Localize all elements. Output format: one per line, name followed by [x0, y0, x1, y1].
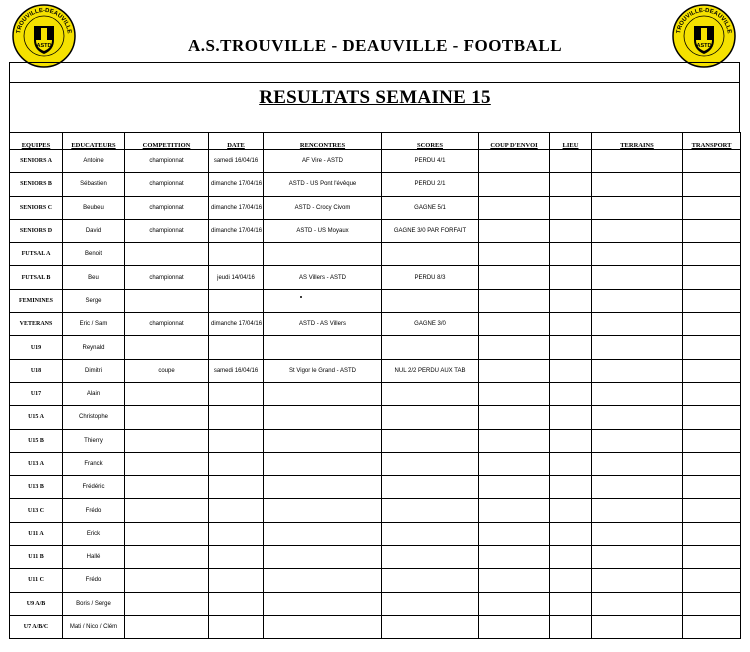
empty-cell — [550, 266, 592, 289]
results-table — [9, 132, 741, 639]
empty-cell — [479, 592, 550, 615]
table-row — [10, 289, 741, 312]
empty-cell — [479, 569, 550, 592]
match-cell — [264, 382, 382, 405]
team-cell: FUTSAL B — [10, 266, 63, 289]
team-cell: U15 B — [10, 429, 63, 452]
column-header: EDUCATEURS — [63, 133, 125, 150]
match-cell — [264, 476, 382, 499]
table-row — [10, 476, 741, 499]
competition-cell: championnat — [125, 173, 209, 196]
table-row — [10, 219, 741, 242]
score-cell — [382, 289, 479, 312]
empty-cell — [479, 289, 550, 312]
table-row — [10, 406, 741, 429]
empty-cell — [479, 499, 550, 522]
competition-cell — [125, 429, 209, 452]
match-cell — [264, 429, 382, 452]
empty-cell — [479, 522, 550, 545]
competition-cell — [125, 569, 209, 592]
score-cell — [382, 546, 479, 569]
team-cell: U9 A/B — [10, 592, 63, 615]
empty-cell — [592, 615, 683, 638]
team-cell: SENIORS C — [10, 196, 63, 219]
empty-cell — [683, 592, 741, 615]
coach-cell: Dimitri — [63, 359, 125, 382]
team-cell: U17 — [10, 382, 63, 405]
empty-cell — [550, 359, 592, 382]
empty-cell — [479, 406, 550, 429]
empty-cell — [479, 615, 550, 638]
date-cell — [209, 243, 264, 266]
coach-cell: Eric / Sam — [63, 313, 125, 336]
match-cell — [264, 615, 382, 638]
empty-cell — [479, 219, 550, 242]
competition-cell: championnat — [125, 150, 209, 173]
empty-cell — [683, 429, 741, 452]
empty-cell — [592, 592, 683, 615]
match-cell: AF Vire - ASTD — [264, 150, 382, 173]
table-row — [10, 592, 741, 615]
date-cell — [209, 569, 264, 592]
team-cell: U11 C — [10, 569, 63, 592]
column-header: RENCONTRES — [264, 133, 382, 150]
empty-cell — [479, 173, 550, 196]
match-cell — [264, 336, 382, 359]
empty-cell — [550, 313, 592, 336]
coach-cell: Beu — [63, 266, 125, 289]
date-cell: dimanche 17/04/16 — [209, 173, 264, 196]
column-header: SCORES — [382, 133, 479, 150]
empty-cell — [683, 476, 741, 499]
empty-cell — [592, 359, 683, 382]
score-cell — [382, 499, 479, 522]
match-cell — [264, 546, 382, 569]
empty-cell — [550, 382, 592, 405]
table-row — [10, 243, 741, 266]
empty-cell — [479, 266, 550, 289]
date-cell: samedi 16/04/16 — [209, 359, 264, 382]
match-cell: AS Villers - ASTD — [264, 266, 382, 289]
competition-cell: championnat — [125, 219, 209, 242]
coach-cell: Beubeu — [63, 196, 125, 219]
date-cell: dimanche 17/04/16 — [209, 196, 264, 219]
empty-cell — [479, 546, 550, 569]
match-cell — [264, 406, 382, 429]
score-cell — [382, 592, 479, 615]
table-row — [10, 569, 741, 592]
coach-cell: Frédéric — [63, 476, 125, 499]
empty-cell — [683, 173, 741, 196]
coach-cell: Frédo — [63, 569, 125, 592]
empty-cell — [550, 499, 592, 522]
competition-cell: championnat — [125, 313, 209, 336]
score-cell: GAGNE 3/0 — [382, 313, 479, 336]
column-header: TRANSPORT — [683, 133, 741, 150]
coach-cell: Sébastien — [63, 173, 125, 196]
empty-cell — [550, 476, 592, 499]
match-cell — [264, 569, 382, 592]
coach-cell: Mati / Nico / Clém — [63, 615, 125, 638]
date-cell — [209, 546, 264, 569]
date-cell — [209, 289, 264, 312]
date-cell — [209, 429, 264, 452]
team-cell: VETERANS — [10, 313, 63, 336]
table-row — [10, 359, 741, 382]
empty-cell — [592, 499, 683, 522]
date-cell — [209, 615, 264, 638]
empty-cell — [683, 569, 741, 592]
competition-cell — [125, 243, 209, 266]
empty-cell — [550, 289, 592, 312]
empty-cell — [592, 219, 683, 242]
match-cell — [264, 592, 382, 615]
column-header: COMPETITION — [125, 133, 209, 150]
empty-cell — [683, 289, 741, 312]
empty-cell — [592, 406, 683, 429]
competition-cell: championnat — [125, 266, 209, 289]
empty-cell — [479, 359, 550, 382]
empty-cell — [550, 546, 592, 569]
date-cell — [209, 499, 264, 522]
coach-cell: Christophe — [63, 406, 125, 429]
score-cell: PERDU 2/1 — [382, 173, 479, 196]
header-blank-row — [9, 62, 740, 83]
score-cell: GAGNE 5/1 — [382, 196, 479, 219]
competition-cell — [125, 289, 209, 312]
score-cell — [382, 382, 479, 405]
empty-cell — [479, 336, 550, 359]
table-row — [10, 546, 741, 569]
competition-cell — [125, 546, 209, 569]
club-logo-left — [12, 4, 76, 68]
empty-cell — [683, 546, 741, 569]
score-cell: PERDU 4/1 — [382, 150, 479, 173]
match-cell — [264, 243, 382, 266]
empty-cell — [550, 150, 592, 173]
team-cell: U11 A — [10, 522, 63, 545]
competition-cell: championnat — [125, 196, 209, 219]
column-header: TERRAINS — [592, 133, 683, 150]
competition-cell — [125, 499, 209, 522]
empty-cell — [479, 150, 550, 173]
logo-badge-right: ASTD — [696, 43, 712, 49]
empty-cell — [592, 452, 683, 475]
coach-cell: Benoit — [63, 243, 125, 266]
competition-cell: coupe — [125, 359, 209, 382]
column-header: LIEU — [550, 133, 592, 150]
empty-cell — [592, 429, 683, 452]
coach-cell: Reynald — [63, 336, 125, 359]
empty-cell — [550, 196, 592, 219]
empty-cell — [550, 219, 592, 242]
score-cell — [382, 243, 479, 266]
table-row — [10, 522, 741, 545]
empty-cell — [683, 150, 741, 173]
empty-cell — [550, 615, 592, 638]
empty-cell — [683, 452, 741, 475]
date-cell — [209, 452, 264, 475]
table-row — [10, 429, 741, 452]
empty-cell — [479, 243, 550, 266]
empty-cell — [683, 522, 741, 545]
competition-cell — [125, 406, 209, 429]
team-cell: U13 C — [10, 499, 63, 522]
team-cell: FEMININES — [10, 289, 63, 312]
date-cell: jeudi 14/04/16 — [209, 266, 264, 289]
coach-cell: Franck — [63, 452, 125, 475]
match-cell: St Vigor le Grand - ASTD — [264, 359, 382, 382]
empty-cell — [592, 150, 683, 173]
club-logo-right — [672, 4, 736, 68]
empty-cell — [592, 266, 683, 289]
empty-cell — [479, 196, 550, 219]
table-row — [10, 313, 741, 336]
empty-cell — [683, 615, 741, 638]
team-cell: SENIORS B — [10, 173, 63, 196]
score-cell — [382, 476, 479, 499]
score-cell — [382, 569, 479, 592]
coach-cell: Hallé — [63, 546, 125, 569]
empty-cell — [479, 382, 550, 405]
score-cell — [382, 615, 479, 638]
empty-cell — [592, 173, 683, 196]
page-subtitle: RESULTATS SEMAINE 15 — [259, 87, 491, 108]
table-row — [10, 615, 741, 638]
logo-text-right: TROUVILLE-DEAUVILLE — [676, 7, 732, 35]
coach-cell: Antoine — [63, 150, 125, 173]
empty-cell — [683, 219, 741, 242]
date-cell — [209, 336, 264, 359]
logo-badge-left: ASTD — [36, 43, 52, 49]
competition-cell — [125, 476, 209, 499]
coach-cell: Boris / Serge — [63, 592, 125, 615]
date-cell — [209, 476, 264, 499]
empty-cell — [550, 406, 592, 429]
coach-cell: David — [63, 219, 125, 242]
match-cell: ASTD - Crocy Civom — [264, 196, 382, 219]
stray-dot — [300, 296, 302, 298]
column-header: COUP D'ENVOI — [479, 133, 550, 150]
table-header-row — [10, 133, 741, 150]
score-cell — [382, 429, 479, 452]
empty-cell — [592, 569, 683, 592]
team-cell: SENIORS A — [10, 150, 63, 173]
match-cell — [264, 522, 382, 545]
table-row — [10, 499, 741, 522]
empty-cell — [550, 592, 592, 615]
table-row — [10, 266, 741, 289]
table-row — [10, 196, 741, 219]
empty-cell — [550, 452, 592, 475]
match-cell: ASTD - AS Villers — [264, 313, 382, 336]
empty-cell — [592, 382, 683, 405]
team-cell: U13 A — [10, 452, 63, 475]
match-cell — [264, 289, 382, 312]
date-cell — [209, 522, 264, 545]
date-cell — [209, 382, 264, 405]
score-cell — [382, 452, 479, 475]
table-row — [10, 150, 741, 173]
logo-text-left: TROUVILLE-DEAUVILLE — [16, 7, 72, 35]
match-cell — [264, 452, 382, 475]
empty-cell — [479, 476, 550, 499]
empty-cell — [592, 243, 683, 266]
match-cell: ASTD - US Pont l'évêque — [264, 173, 382, 196]
competition-cell — [125, 615, 209, 638]
column-header: EQUIPES — [10, 133, 63, 150]
coach-cell: Thierry — [63, 429, 125, 452]
empty-cell — [550, 569, 592, 592]
empty-cell — [592, 336, 683, 359]
competition-cell — [125, 592, 209, 615]
score-cell — [382, 336, 479, 359]
team-cell: U19 — [10, 336, 63, 359]
competition-cell — [125, 336, 209, 359]
score-cell — [382, 406, 479, 429]
score-cell: PERDU 8/3 — [382, 266, 479, 289]
coach-cell: Frédo — [63, 499, 125, 522]
table-row — [10, 452, 741, 475]
date-cell: dimanche 17/04/16 — [209, 219, 264, 242]
date-cell: dimanche 17/04/16 — [209, 313, 264, 336]
empty-cell — [592, 546, 683, 569]
date-cell: samedi 16/04/16 — [209, 150, 264, 173]
score-cell: GAGNE 3/0 PAR FORFAIT — [382, 219, 479, 242]
team-cell: FUTSAL A — [10, 243, 63, 266]
empty-cell — [550, 173, 592, 196]
date-cell — [209, 592, 264, 615]
team-cell: SENIORS D — [10, 219, 63, 242]
competition-cell — [125, 522, 209, 545]
team-cell: U15 A — [10, 406, 63, 429]
page-title: A.S.TROUVILLE - DEAUVILLE - FOOTBALL — [187, 36, 563, 55]
empty-cell — [683, 382, 741, 405]
empty-cell — [550, 429, 592, 452]
column-header: DATE — [209, 133, 264, 150]
empty-cell — [479, 452, 550, 475]
empty-cell — [550, 336, 592, 359]
team-cell: U18 — [10, 359, 63, 382]
match-cell: ASTD - US Moyaux — [264, 219, 382, 242]
empty-cell — [683, 406, 741, 429]
empty-cell — [479, 429, 550, 452]
empty-cell — [592, 522, 683, 545]
empty-cell — [550, 522, 592, 545]
empty-cell — [683, 499, 741, 522]
empty-cell — [479, 313, 550, 336]
empty-cell — [592, 289, 683, 312]
table-body — [10, 150, 741, 639]
table-row — [10, 382, 741, 405]
empty-cell — [683, 313, 741, 336]
team-cell: U13 B — [10, 476, 63, 499]
competition-cell — [125, 382, 209, 405]
coach-cell: Erick — [63, 522, 125, 545]
score-cell — [382, 522, 479, 545]
team-cell: U11 B — [10, 546, 63, 569]
match-cell — [264, 499, 382, 522]
team-cell: U7 A/B/C — [10, 615, 63, 638]
empty-cell — [550, 243, 592, 266]
competition-cell — [125, 452, 209, 475]
empty-cell — [592, 196, 683, 219]
empty-cell — [683, 336, 741, 359]
date-cell — [209, 406, 264, 429]
empty-cell — [683, 266, 741, 289]
empty-cell — [592, 313, 683, 336]
empty-cell — [683, 359, 741, 382]
empty-cell — [683, 196, 741, 219]
coach-cell: Serge — [63, 289, 125, 312]
table-row — [10, 336, 741, 359]
table-row — [10, 173, 741, 196]
empty-cell — [592, 476, 683, 499]
empty-cell — [683, 243, 741, 266]
coach-cell: Alain — [63, 382, 125, 405]
score-cell: NUL 2/2 PERDU AUX TAB — [382, 359, 479, 382]
